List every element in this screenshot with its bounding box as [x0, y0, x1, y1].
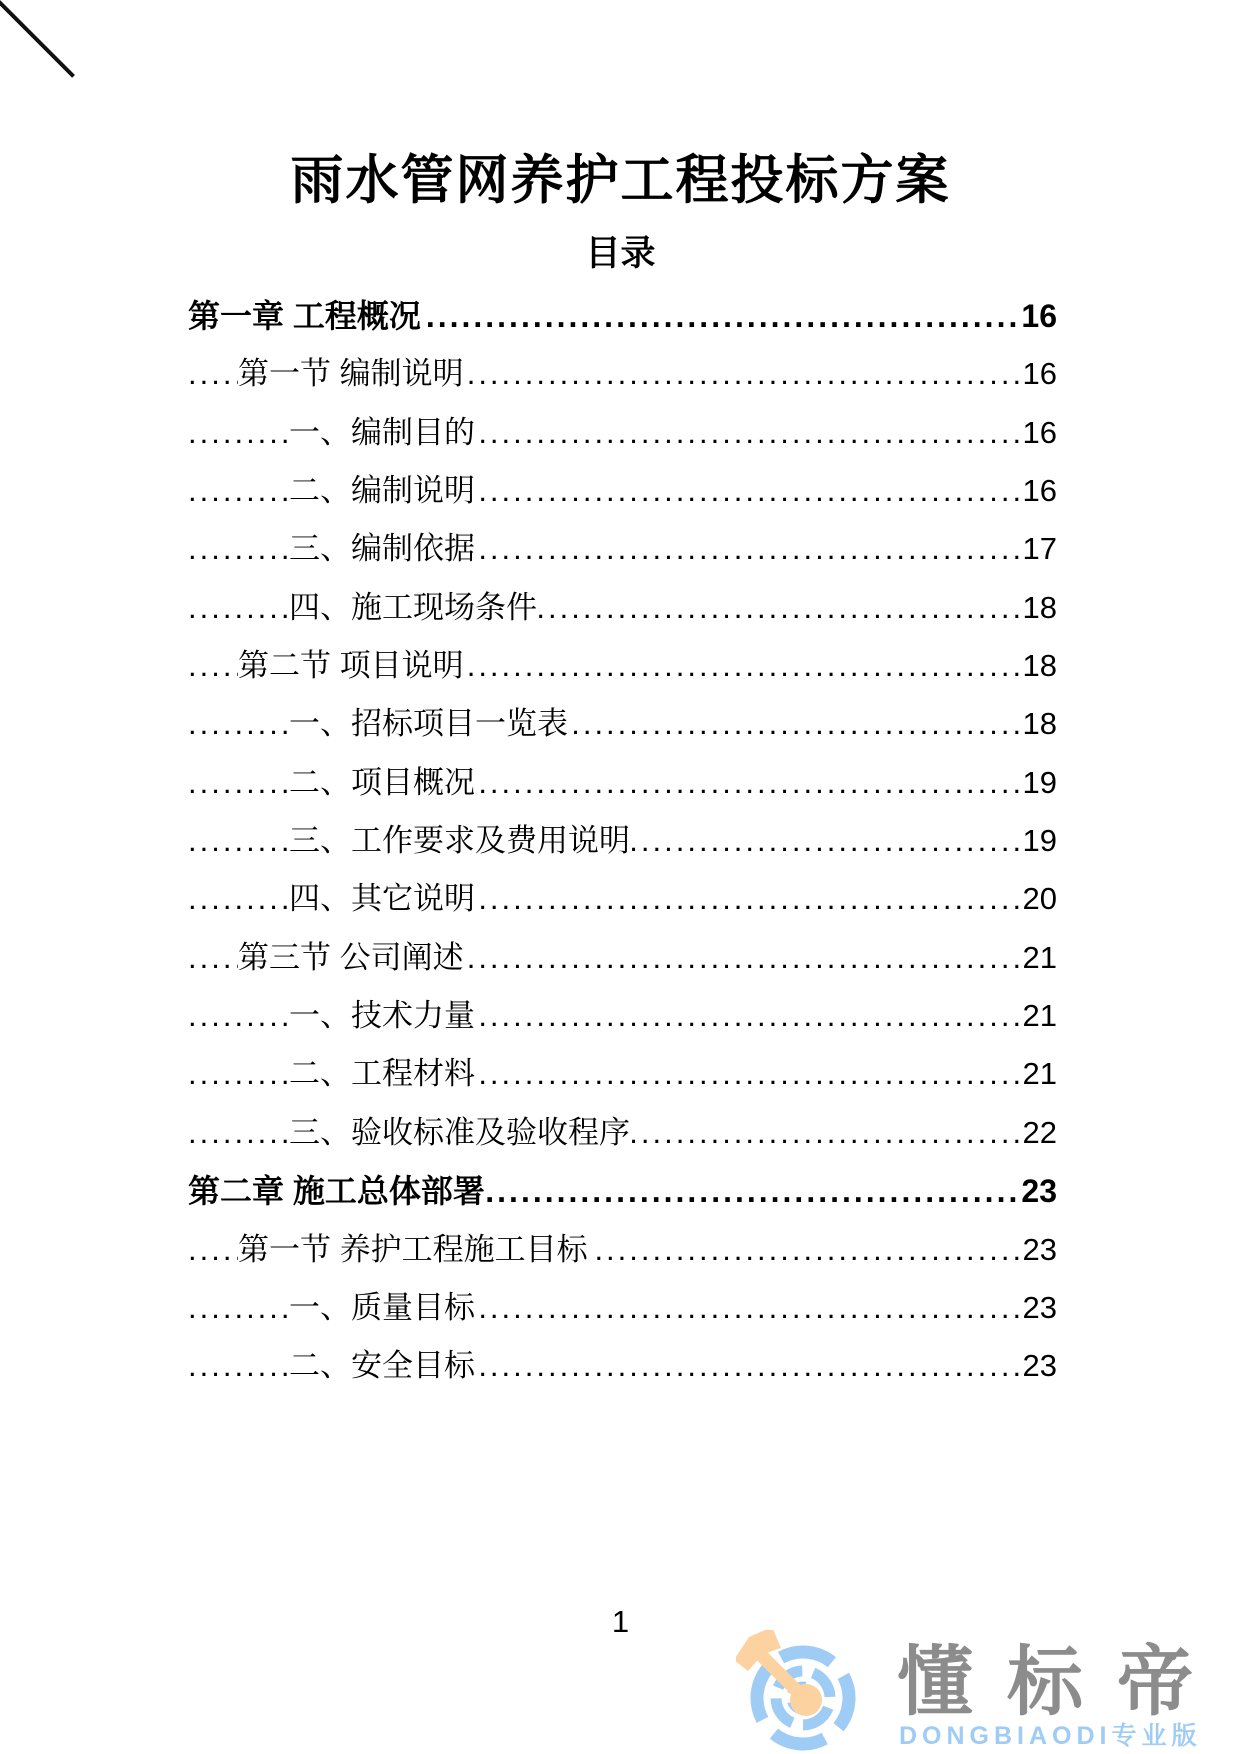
toc-entry-item[interactable] [188, 1104, 1057, 1162]
footer-page-number: 1 [611, 1604, 630, 1639]
toc-entry-label: 一、招标项目一览表 [289, 706, 568, 742]
toc-entry-item[interactable] [188, 1045, 1057, 1103]
toc-entry-page-number: 18 [1019, 579, 1057, 637]
toc-entry-item[interactable] [188, 462, 1057, 520]
watermark-brand-text: 懂标帝 [897, 1640, 1227, 1725]
watermark-subtitle-text: DONGBIAODI专业版 [899, 1722, 1202, 1750]
toc-entry-page-number: 19 [1019, 812, 1057, 870]
toc-entry-label: 一、技术力量 [289, 998, 475, 1034]
toc-entry-item[interactable] [188, 1279, 1057, 1337]
toc-entry-page-number: 16 [1017, 287, 1057, 345]
toc-entry-label: 二、工程材料 [289, 1056, 475, 1092]
toc-entry-item[interactable] [188, 1337, 1057, 1395]
toc-entry-item[interactable] [188, 579, 1057, 637]
toc-list [188, 287, 1057, 1396]
toc-entry-page-number: 21 [1019, 929, 1057, 987]
toc-entry-label: 三、验收标准及验收程序 [289, 1114, 630, 1150]
corner-fold-mark [0, 0, 75, 78]
toc-entry-label: 第二章 施工总体部署 [188, 1173, 485, 1210]
toc-entry-item[interactable] [188, 520, 1057, 578]
toc-entry-label: 一、质量目标 [289, 1289, 475, 1325]
toc-entry-label: 三、工作要求及费用说明 [289, 823, 630, 859]
toc-entry-page-number: 23 [1019, 1279, 1057, 1337]
toc-entry-item[interactable] [188, 404, 1057, 462]
toc-entry-label: 第一章 工程概况 [188, 298, 421, 334]
toc-entry-label: 二、项目概况 [289, 764, 475, 800]
toc-entry-item[interactable] [188, 754, 1057, 812]
toc-entry-page-number: 23 [1019, 1221, 1057, 1279]
toc-entry-item[interactable] [188, 987, 1057, 1045]
toc-entry-chapter[interactable] [188, 1162, 1057, 1220]
toc-entry-label: 第三节 公司阐述 [238, 939, 464, 975]
toc-entry-page-number: 23 [1017, 1162, 1057, 1220]
toc-entry-section[interactable] [188, 1221, 1057, 1279]
toc-entry-page-number: 21 [1019, 987, 1057, 1045]
toc-heading: 目录 [585, 234, 656, 273]
toc-entry-label: 二、安全目标 [289, 1348, 475, 1384]
toc-entry-item[interactable] [188, 695, 1057, 753]
toc-entry-section[interactable] [188, 929, 1057, 987]
toc-entry-page-number: 16 [1019, 404, 1057, 462]
toc-entry-label: 二、编制说明 [289, 473, 475, 509]
toc-entry-label: 四、施工现场条件 [289, 589, 537, 625]
toc-entry-section[interactable] [188, 637, 1057, 695]
toc-entry-label: 第一节 编制说明 [238, 356, 464, 392]
toc-entry-item[interactable] [188, 812, 1057, 870]
toc-entry-page-number: 21 [1019, 1045, 1057, 1103]
toc-entry-page-number: 17 [1019, 520, 1057, 578]
toc-entry-label: 第二节 项目说明 [238, 648, 464, 684]
toc-entry-label: 三、编制依据 [289, 531, 475, 567]
toc-entry-label: 四、其它说明 [289, 881, 475, 917]
toc-entry-label: 第一节 养护工程施工目标 [238, 1231, 588, 1267]
toc-entry-section[interactable] [188, 345, 1057, 403]
toc-entry-page-number: 22 [1019, 1104, 1057, 1162]
toc-entry-page-number: 18 [1019, 695, 1057, 753]
toc-entry-label: 一、编制目的 [289, 414, 475, 450]
toc-entry-page-number: 16 [1019, 345, 1057, 403]
toc-entry-page-number: 19 [1019, 754, 1057, 812]
toc-entry-chapter[interactable] [188, 287, 1057, 345]
toc-entry-page-number: 23 [1019, 1337, 1057, 1395]
toc-entry-page-number: 20 [1019, 870, 1057, 928]
target-dart-icon [736, 1630, 896, 1754]
toc-entry-page-number: 16 [1019, 462, 1057, 520]
document-title: 雨水管网养护工程投标方案 [290, 151, 951, 210]
toc-entry-item[interactable] [188, 870, 1057, 928]
toc-entry-page-number: 18 [1019, 637, 1057, 695]
